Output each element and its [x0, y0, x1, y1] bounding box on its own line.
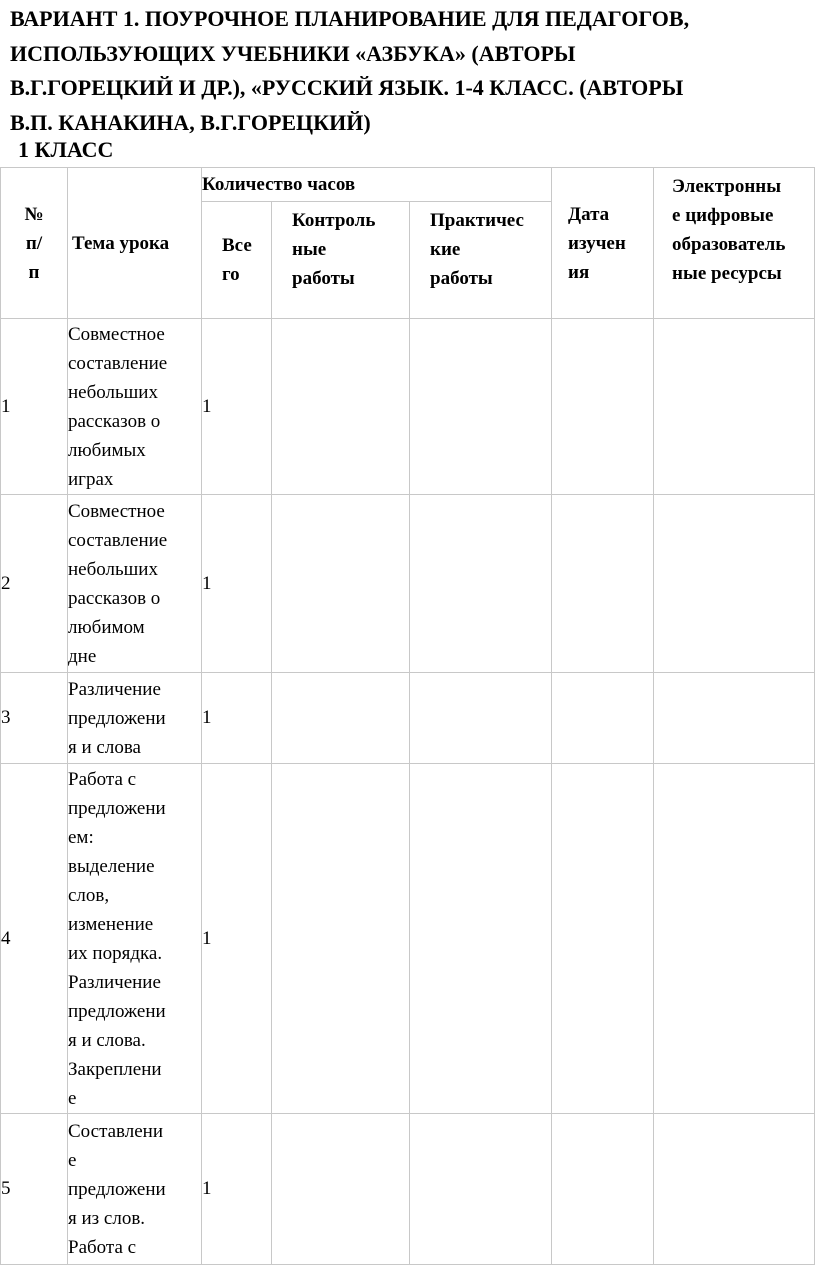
row-topic-line: составление [68, 529, 168, 551]
document-title-line: В.П. КАНАКИНА, В.Г.ГОРЕЦКИЙ) [10, 109, 371, 135]
row-topic-line: любимом [68, 616, 145, 638]
row-topic-line: предложени [68, 707, 166, 729]
row-topic-line: рассказов о [68, 410, 161, 432]
row-control-hours [272, 319, 410, 495]
row-topic-line: Работа с [68, 768, 137, 790]
row-topic-line: я и слова [68, 736, 141, 758]
row-topic-line: любимых [68, 439, 146, 461]
row-resources [654, 495, 815, 673]
row-topic-line: рассказов о [68, 587, 161, 609]
row-topic-line: небольших [68, 381, 158, 403]
header-control-line: работы [292, 268, 355, 289]
row-date [552, 1114, 654, 1265]
header-resources-line: ные ресурсы [672, 263, 782, 284]
row-topic-line: Различение [68, 971, 161, 993]
row-number: 3 [1, 673, 68, 764]
table-row [1, 1114, 815, 1265]
header-practical-line: Практичес [430, 210, 524, 231]
row-topic-line: Работа с [68, 1236, 137, 1258]
row-topic-line: их порядка. [68, 942, 163, 964]
row-date [552, 673, 654, 764]
header-resources-line: образователь [672, 234, 786, 255]
row-total-hours: 1 [202, 673, 272, 764]
header-date-line: ия [568, 261, 590, 283]
row-topic-line: составление [68, 352, 168, 374]
row-practical-hours [410, 764, 552, 1114]
header-total [202, 202, 272, 319]
row-topic [68, 673, 202, 764]
header-resources-line: е цифровые [672, 205, 774, 226]
document-title-line: ИСПОЛЬЗУЮЩИХ УЧЕБНИКИ «АЗБУКА» (АВТОРЫ [10, 40, 576, 66]
row-topic-line: изменение [68, 913, 154, 935]
header-resources [654, 168, 815, 319]
row-topic-line: слов, [68, 884, 110, 906]
row-resources [654, 673, 815, 764]
row-topic-line: предложени [68, 797, 166, 819]
row-topic-line: е [68, 1087, 77, 1109]
row-topic-line: Закреплени [68, 1058, 162, 1080]
row-practical-hours [410, 1114, 552, 1265]
row-number: 4 [1, 764, 68, 1114]
row-total-hours: 1 [202, 764, 272, 1114]
header-control [272, 202, 410, 319]
table-row [1, 764, 815, 1114]
row-resources [654, 1114, 815, 1265]
lesson-plan-table [0, 167, 815, 1265]
header-number [1, 168, 68, 319]
row-topic-line: е [68, 1149, 77, 1171]
row-control-hours [272, 673, 410, 764]
row-topic-line: я из слов. [68, 1207, 146, 1229]
header-control-line: Контроль [292, 210, 376, 231]
header-practical-line: работы [430, 268, 493, 289]
header-topic-label: Тема урока [72, 232, 170, 254]
header-total-line: Все [222, 235, 252, 256]
header-date [552, 168, 654, 319]
header-number-line: № [24, 203, 44, 225]
row-topic-line: предложени [68, 1178, 166, 1200]
row-topic-line: Различение [68, 678, 161, 700]
row-total-hours: 1 [202, 495, 272, 673]
row-date [552, 319, 654, 495]
row-topic-line: играх [68, 468, 114, 490]
row-control-hours [272, 764, 410, 1114]
row-control-hours [272, 495, 410, 673]
row-topic-line: предложени [68, 1000, 166, 1022]
document-title-line: В.Г.ГОРЕЦКИЙ И ДР.), «РУССКИЙ ЯЗЫК. 1-4 КЛАСС. (АВТОРЫ [10, 75, 684, 100]
header-topic [68, 168, 202, 319]
header-date-line: Дата [568, 203, 610, 225]
header-practical-line: кие [430, 239, 461, 260]
document-title-line: ВАРИАНТ 1. ПОУРОЧНОЕ ПЛАНИРОВАНИЕ ДЛЯ ПЕДАГОГОВ, [10, 6, 690, 31]
class-heading: 1 КЛАСС [18, 137, 114, 162]
header-number-line: п/ [25, 232, 43, 254]
header-hours-group: Количество часов [202, 168, 552, 202]
table-header [1, 168, 815, 319]
row-number: 5 [1, 1114, 68, 1265]
header-total-line: го [222, 264, 240, 285]
row-number: 1 [1, 319, 68, 495]
header-practical [410, 202, 552, 319]
row-topic [68, 1114, 202, 1265]
header-number-line: п [28, 261, 40, 283]
row-resources [654, 319, 815, 495]
table-body [1, 319, 815, 1265]
row-resources [654, 764, 815, 1114]
row-topic-line: Составлени [68, 1120, 164, 1142]
row-topic-line: выделение [68, 855, 155, 877]
row-topic-line: небольших [68, 558, 158, 580]
header-date-line: изучен [568, 232, 626, 254]
row-topic-line: ем: [68, 826, 94, 848]
header-resources-line: Электронны [672, 176, 782, 197]
row-topic-line: Совместное [68, 500, 165, 522]
row-practical-hours [410, 319, 552, 495]
row-practical-hours [410, 495, 552, 673]
row-control-hours [272, 1114, 410, 1265]
row-topic [68, 495, 202, 673]
header-control-line: ные [292, 239, 327, 260]
row-topic-line: я и слова. [68, 1029, 146, 1051]
row-number: 2 [1, 495, 68, 673]
row-topic [68, 764, 202, 1114]
table-row [1, 319, 815, 495]
document-title [10, 2, 810, 140]
row-total-hours: 1 [202, 1114, 272, 1265]
row-date [552, 495, 654, 673]
row-topic [68, 319, 202, 495]
row-date [552, 764, 654, 1114]
table-row [1, 673, 815, 764]
row-topic-line: дне [68, 645, 97, 667]
row-practical-hours [410, 673, 552, 764]
table-row [1, 495, 815, 673]
row-topic-line: Совместное [68, 323, 165, 345]
row-total-hours: 1 [202, 319, 272, 495]
